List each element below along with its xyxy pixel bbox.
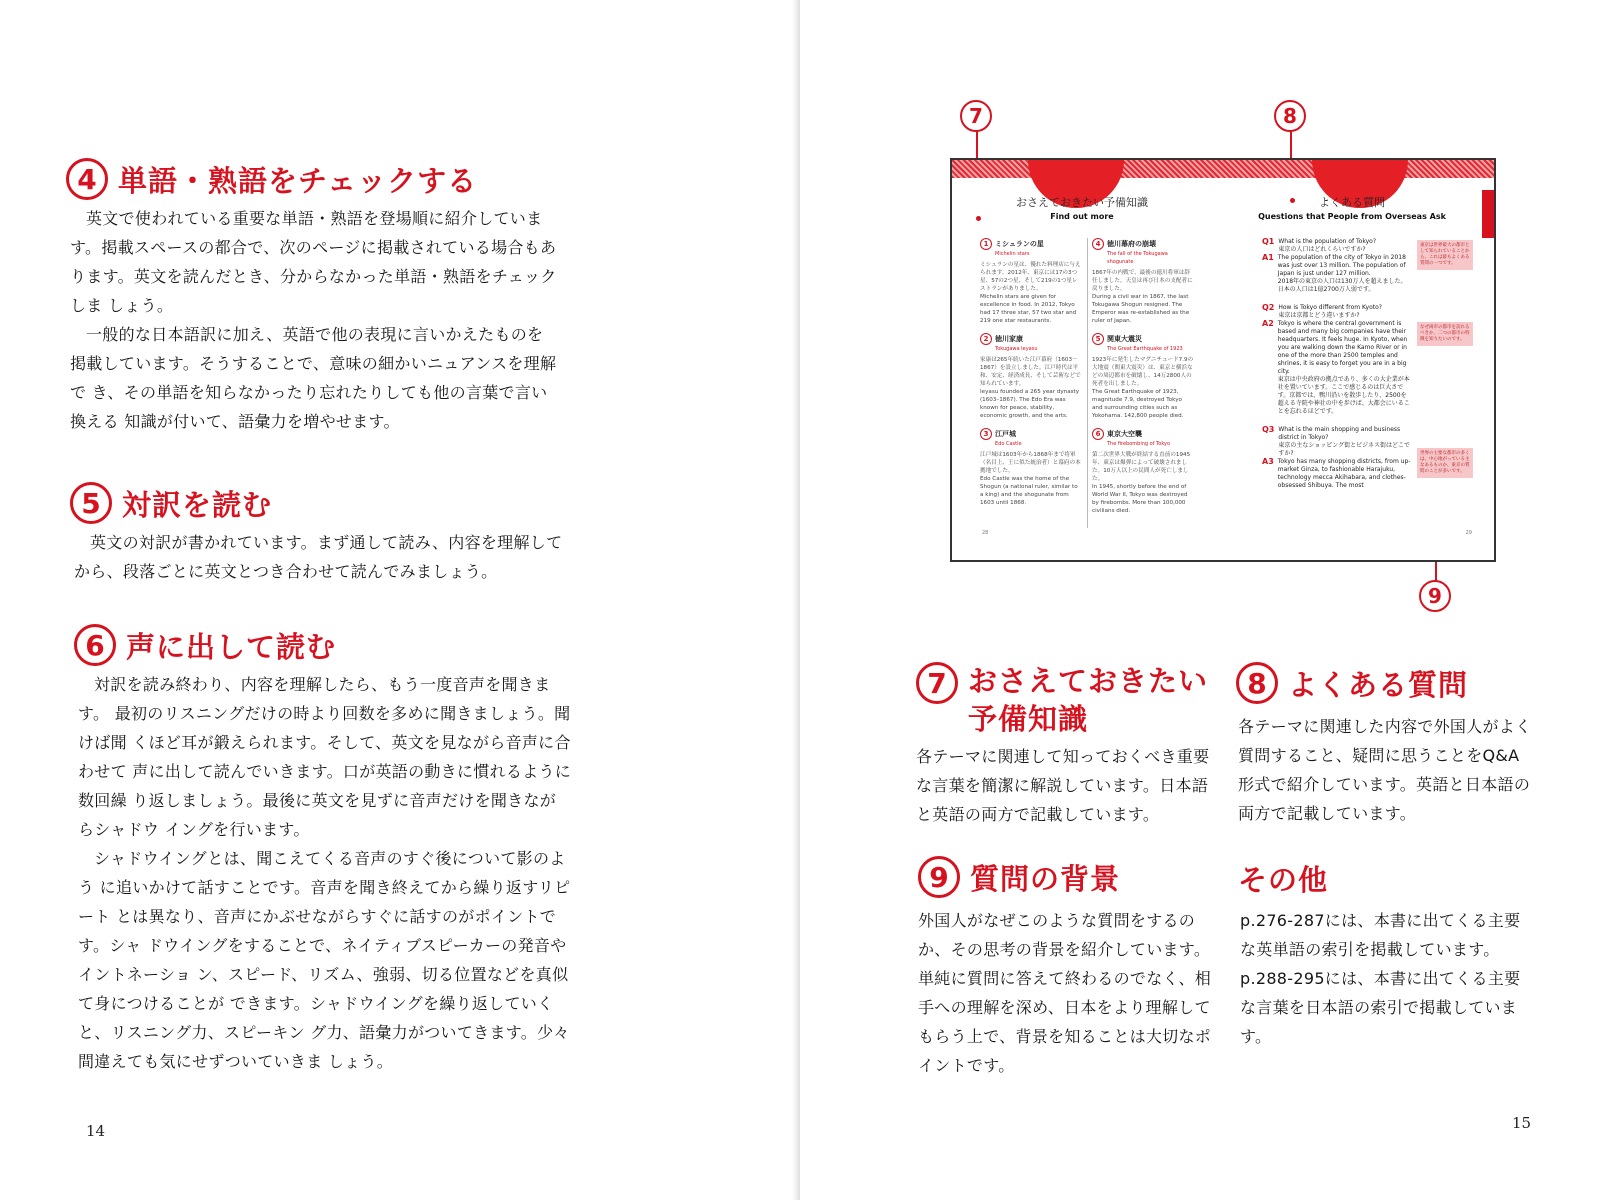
- other-body: [1240, 906, 1530, 1051]
- qa-a-en: Tokyo has many shopping districts, from up-market Ginza, to fashionable Harajuku, technology mecca Akihabara, and clothes-obsessed Shibuya. The most: [1277, 458, 1411, 489]
- section-9-heading: [918, 856, 1120, 898]
- other-text: p.276-287には、本書に出てくる主要な英単語の索引を掲載しています。p.288-295には、本書に出てくる主要な言葉を日本語の索引で掲載しています。: [1240, 911, 1521, 1046]
- preview-page-number-left: 28: [982, 530, 989, 536]
- section-6-paragraph-1: 対訳を読み終わり、内容を理解したら、もう一度音声を聞きます。 最初のリスニングだけの時より回数を多めに聞きましょう。聞けば聞 くほど耳が鍛えられます。そして、英文を見ながら音声に合わせて 声に出して読んでいきます。口が英語の動きに慣れるように数回繰 り返しましょう。最後に英文を見ずに音声だけを聞きながらシャドウ イングを行います。: [78, 675, 572, 839]
- qa-q-en: What is the population of Tokyo?: [1278, 238, 1377, 245]
- glossary-item-jp-text: 1867年の内戦で、最後の徳川将軍は辞任しました。天皇は再び日本の支配者に戻りました。: [1092, 270, 1193, 292]
- other-heading: [1238, 858, 1328, 899]
- section-4-title: 単語・熟語をチェックする: [118, 163, 478, 198]
- glossary-item-number: 5: [1092, 333, 1104, 345]
- glossary-item-jp: 関東大震災: [1107, 335, 1142, 343]
- qa-q-label: Q1: [1262, 237, 1275, 246]
- qa-a-en: Tokyo is where the central government is based and many big companies have their headquarters. It feels huge. In Kyoto, when you are walking down the Kamo River or in one of the more than 2500 temples and shrines, it is easy to forget you are in a big city.: [1277, 320, 1408, 375]
- qa-background-note-2: なぜ両市の都市を訪れるべきか、二つの都市の特徴を知りたいのです。: [1417, 322, 1473, 346]
- glossary-item-jp-text: 1923年に発生したマグニチュード7.9の大地震（関東大震災）は、東京と横浜などの周辺都市を破壊し、14万2800人の死者を出しました。: [1092, 357, 1194, 387]
- glossary-item-number: 2: [980, 333, 992, 345]
- section-5-heading: [70, 482, 272, 524]
- preview-right-heading-jp: よくある質問: [1319, 196, 1385, 209]
- glossary-item-jp: 徳川幕府の崩壊: [1107, 240, 1156, 248]
- glossary-item-number: 6: [1092, 428, 1104, 440]
- qa-q-jp: 東京は京都とどう違いますか?: [1278, 312, 1360, 319]
- preview-qa-column: [1262, 238, 1412, 496]
- preview-left-heading-en: Find out more: [1050, 212, 1114, 221]
- qa-q-en: How is Tokyo different from Kyoto?: [1278, 304, 1382, 311]
- qa-q-label: Q2: [1262, 303, 1275, 312]
- qa-item: [1262, 426, 1412, 490]
- glossary-item-en-text: The Great Earthquake of 1923, magnitude 7.9, destroyed Tokyo and surrounding cities such as Yokohama. 142,800 people died.: [1092, 389, 1184, 419]
- section-4-number: 4: [66, 158, 108, 200]
- section-5-paragraph-1: 英文の対訳が書かれています。まず通して読み、内容を理解して から、段落ごとに英文とつき合わせて読んでみましょう。: [74, 533, 563, 581]
- qa-item: [1262, 238, 1412, 294]
- glossary-item-jp: ミシュランの星: [995, 240, 1044, 248]
- qa-a-label: A2: [1262, 319, 1274, 328]
- glossary-item-en: The fall of the Tokugawa shogunate: [1107, 251, 1168, 265]
- qa-q-en: What is the main shopping and business district in Tokyo?: [1278, 426, 1401, 441]
- section-4-heading: [66, 158, 477, 200]
- callout-7: 7: [960, 100, 992, 132]
- glossary-item-en: The firebombing of Tokyo: [1107, 441, 1171, 447]
- glossary-item-en-text: In 1945, shortly before the end of World War II, Tokyo was destroyed by firebombs. More than 100,000 civilians died.: [1092, 484, 1188, 514]
- other-title: その他: [1238, 863, 1329, 897]
- callout-8-anchor: [1290, 198, 1295, 203]
- qa-q-label: Q3: [1262, 425, 1275, 434]
- callout-8: 8: [1274, 100, 1306, 132]
- section-6-heading: [74, 624, 336, 666]
- page-number-right: 15: [1512, 1114, 1532, 1132]
- section-9-number: 9: [918, 856, 960, 898]
- glossary-item: [1092, 238, 1194, 325]
- glossary-item-jp: 東京大空襲: [1107, 430, 1142, 438]
- section-8-heading: [1236, 662, 1468, 704]
- section-8-title: よくある質問: [1288, 667, 1469, 702]
- glossary-item: [1092, 333, 1194, 420]
- preview-right-heading-en: Questions that People from Overseas Ask: [1258, 212, 1446, 221]
- qa-a-label: A1: [1262, 253, 1274, 262]
- preview-vertical-text: [1484, 244, 1492, 314]
- section-8-number: 8: [1236, 662, 1278, 704]
- section-6-number: 6: [74, 624, 116, 666]
- section-6-title: 声に出して読む: [126, 629, 337, 664]
- glossary-item: [980, 238, 1082, 325]
- qa-a-jp: 東京は中央政府の拠点であり、多くの大企業が本社を置いています。ここで感じるのは巨大さです。京都では、鴨川沿いを散歩したり、2500を超える寺院や神社の中を歩けば、大都会にいることを忘れるほどです。: [1277, 376, 1410, 415]
- section-7-number: 7: [916, 662, 958, 704]
- qa-q-jp: 東京の人口はどれくらいですか?: [1278, 246, 1366, 253]
- preview-column-divider: [1087, 238, 1088, 528]
- section-7-heading: [916, 662, 1208, 738]
- page-number-left: 14: [86, 1122, 106, 1140]
- preview-side-tab: [1482, 190, 1494, 238]
- section-7-title-line-2: 予備知識: [968, 702, 1089, 736]
- glossary-item: [1092, 428, 1194, 515]
- glossary-item: [980, 333, 1082, 420]
- section-9-title: 質問の背景: [970, 861, 1121, 896]
- qa-background-note-3: 世界の主要な都市の多くは、中心地がっている主なあるものか、東京の質問のことが多いです。: [1417, 448, 1473, 478]
- callout-7-anchor: [976, 216, 981, 221]
- glossary-item-en: The Great Earthquake of 1923: [1107, 346, 1183, 352]
- glossary-item: [980, 428, 1082, 507]
- section-9-text: 外国人がなぜこのような質問をするのか、その思考の背景を紹介しています。単純に質問に答えて終わるのでなく、相手への理解を深め、日本をより理解してもらう上で、背景を知ることは大切なポイントです。: [918, 911, 1212, 1075]
- preview-right-heading: [1252, 194, 1452, 221]
- qa-a-en: The population of the city of Tokyo in 2018 was just over 13 million. The population of Japan is just under 127 million.: [1277, 254, 1406, 277]
- glossary-item-en: Edo Castle: [995, 441, 1022, 447]
- section-9-body: [918, 906, 1212, 1080]
- glossary-item-jp-text: 第二次世界大戦が終結する直前の1945年、東京は爆弾によって破壊されました。10万人以上の民間人が死亡しました。: [1092, 452, 1191, 482]
- glossary-item-jp: 徳川家康: [995, 335, 1023, 343]
- section-5-title: 対訳を読む: [122, 487, 273, 522]
- glossary-item-jp-text: 江戸城は1603年から1868年まで将軍（名目上、王に似た統治者）と幕府の本拠地でした。: [980, 452, 1081, 474]
- preview-page-number-right: 29: [1465, 530, 1472, 536]
- section-8-text: 各テーマに関連した内容で外国人がよく質問すること、疑問に思うことをQ&A形式で紹介しています。英語と日本語の両方で記載しています。: [1238, 717, 1532, 823]
- qa-background-note-1: 東京は世界最大の都市として知られていることから、これは最もよくある質問の一つです。: [1417, 240, 1473, 270]
- qa-a-label: A3: [1262, 457, 1274, 466]
- preview-left-heading: [992, 194, 1172, 221]
- section-4-paragraph-2: 一般的な日本語訳に加え、英語で他の表現に言いかえたものを 掲載しています。そうすることで、意味の細かいニュアンスを理解で き、その単語を知らなかったり忘れたりしても他の言葉で言い換える 知識が付いて、語彙力を増やせます。: [70, 325, 557, 431]
- qa-item: [1262, 304, 1412, 416]
- preview-glossary-col-1: [980, 238, 1082, 515]
- qa-q-jp: 東京の主なショッピング街とビジネス街はどこですか?: [1278, 442, 1410, 457]
- glossary-item-en: Tokugawa Ieyasu: [995, 346, 1038, 352]
- glossary-item-jp-text: ミシュランの星は、優れた料理店に与えられます。2012年、東京には17の3つ星、57の2つ星、そして219の1つ星レストランがありました。: [980, 262, 1081, 292]
- section-6-paragraph-2: シャドウイングとは、聞こえてくる音声のすぐ後について影のよう に追いかけて話すことです。音声を聞き終えてから繰り返すリピート とは異なり、音声にかぶせながらすぐに話すのがポイントです。シャ ドウイングをすることで、ネイティブスピーカーの発音やイントネーショ ン、スピード、リズム、強弱、切る位置などを真似て身につけることが できます。シャドウイングを繰り返していくと、リスニング力、スピーキン グ力、語彙力がついてきます。少々間違えても気にせずついていきま しょう。: [78, 849, 571, 1071]
- section-5-number: 5: [70, 482, 112, 524]
- glossary-item-en: Michelin stars: [995, 251, 1030, 257]
- glossary-item-jp: 江戸城: [995, 430, 1016, 438]
- section-7-title-line-1: おさえておきたい: [968, 664, 1209, 698]
- section-8-body: [1238, 712, 1532, 828]
- section-5-body: [74, 528, 564, 586]
- section-4-paragraph-1: 英文で使われている重要な単語・熟語を登場順に紹介していま す。掲載スペースの都合で、次のページに掲載されている場合もあ ります。英文を読んだとき、分からなかった単語・熟語をチェックしま しょう。: [70, 209, 557, 315]
- section-7-text: 各テーマに関連して知っておくべき重要な言葉を簡潔に解説しています。日本語と英語の両方で記載しています。: [916, 747, 1210, 824]
- glossary-item-en-text: During a civil war in 1867, the last Tokugawa Shogun resigned. The Emperor was re-established as the ruler of Japan.: [1092, 294, 1190, 324]
- section-7-title: [968, 662, 1208, 738]
- glossary-item-number: 4: [1092, 238, 1104, 250]
- glossary-item-jp-text: 家康は265年続いた江戸幕府（1603－1867）を設立しました。江戸時代は平和、安定、経済成長、そして芸術などで知られています。: [980, 357, 1081, 387]
- glossary-item-en-text: Ieyasu founded a 265 year dynasty (1603–1867). The Edo Era was known for peace, stability, economic growth, and the arts.: [980, 389, 1080, 419]
- preview-glossary-col-2: [1092, 238, 1194, 523]
- sample-page-preview: [950, 158, 1496, 562]
- glossary-item-en-text: Michelin stars are given for excellence in food. In 2012, Tokyo had 17 three star, 57 two star and 219 one star restaurants.: [980, 294, 1077, 324]
- glossary-item-number: 3: [980, 428, 992, 440]
- section-7-body: [916, 742, 1210, 829]
- glossary-item-en-text: Edo Castle was the home of the Shogun (a national ruler, similar to a king) and the shogunate from 1603 until 1868.: [980, 476, 1078, 506]
- section-6-body: [78, 670, 572, 1076]
- glossary-item-number: 1: [980, 238, 992, 250]
- section-4-body: [70, 204, 560, 436]
- preview-left-heading-jp: おさえておきたい予備知識: [1016, 196, 1148, 209]
- qa-a-jp: 2018年の東京の人口は130万人を超えました。日本の人口は1億2700万人弱です。: [1277, 278, 1407, 293]
- callout-9: 9: [1419, 580, 1451, 612]
